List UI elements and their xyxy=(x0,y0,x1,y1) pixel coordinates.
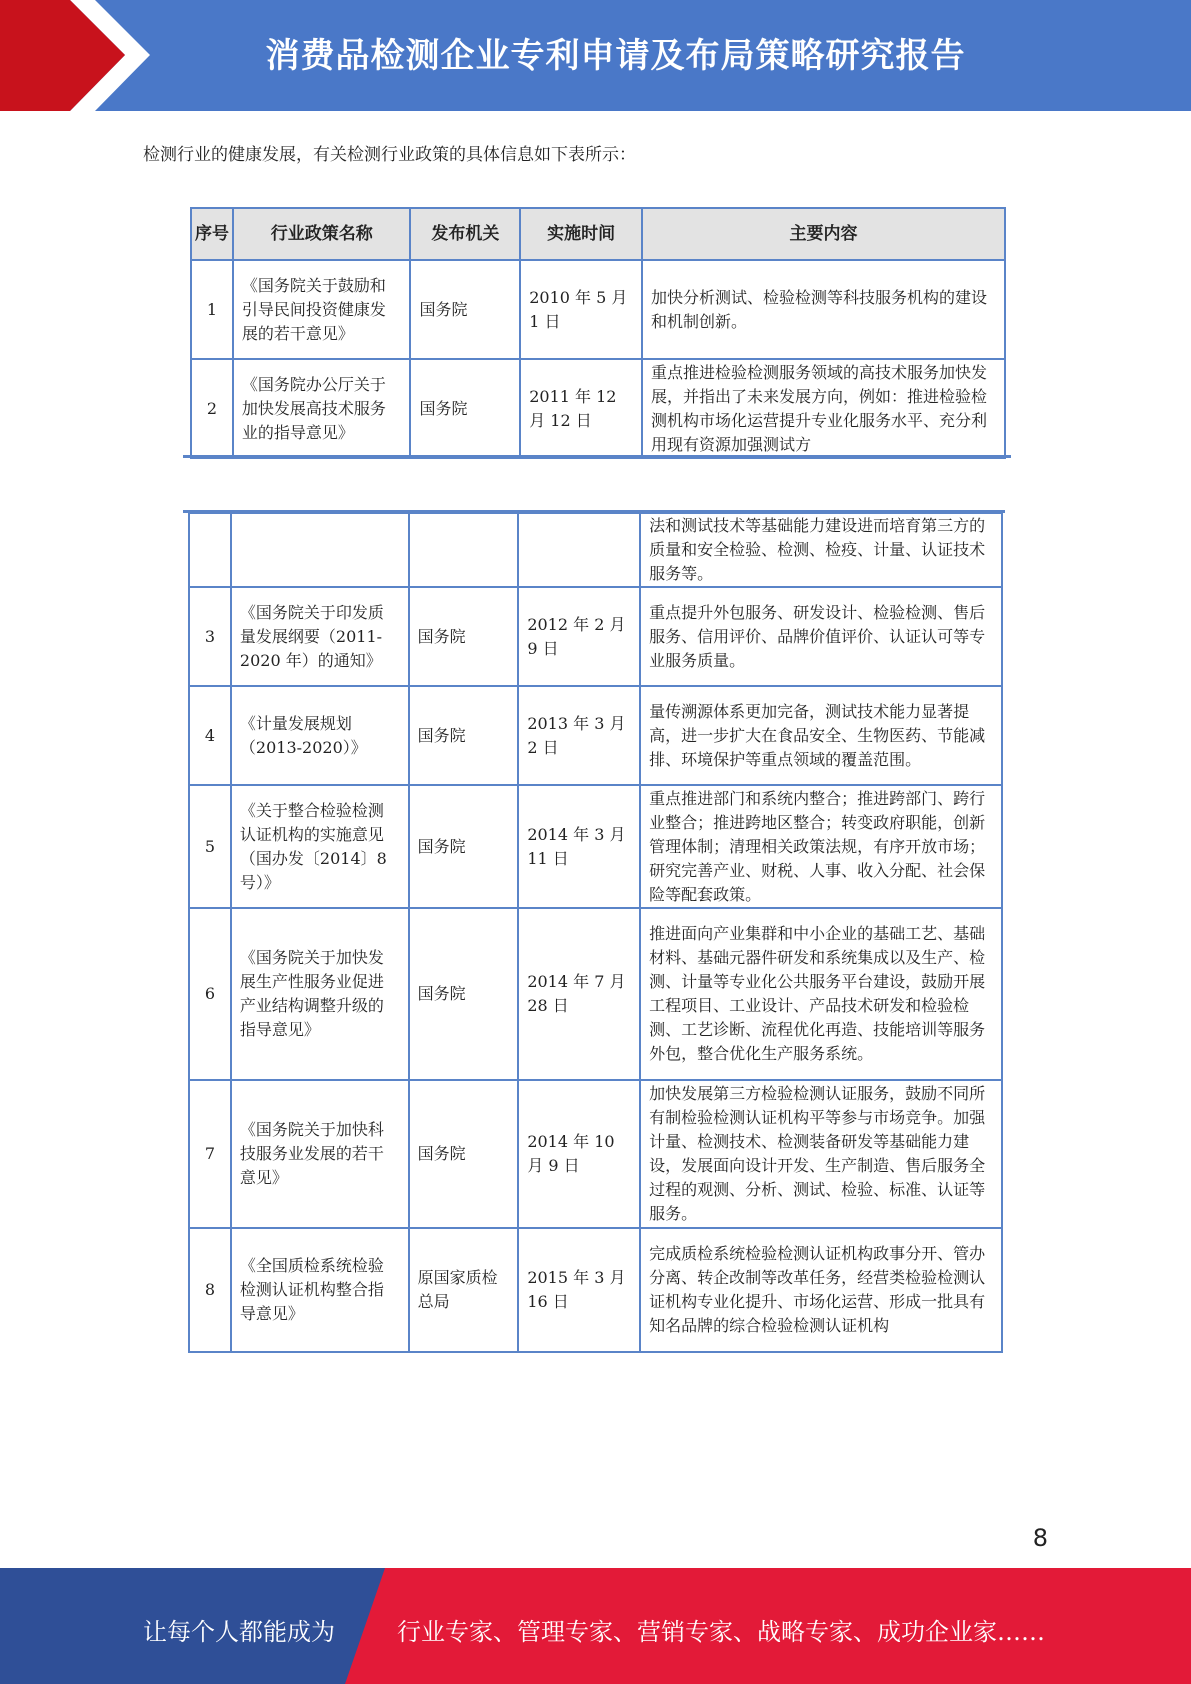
row-seq: 3 xyxy=(189,587,231,686)
table-row xyxy=(189,686,1002,785)
table-row xyxy=(189,587,1002,686)
row-issuer: 原国家质检总局 xyxy=(409,1228,519,1352)
header-content: 主要内容 xyxy=(642,208,1005,260)
intro-paragraph: 检测行业的健康发展，有关检测行业政策的具体信息如下表所示： xyxy=(143,145,636,165)
row-issuer: 国务院 xyxy=(409,1080,519,1228)
row-content: 量传溯源体系更加完备，测试技术能力显著提高，进一步扩大在食品安全、生物医药、节能减排、环境保护等重点领域的覆盖范围。 xyxy=(640,686,1002,785)
row-seq: 8 xyxy=(189,1228,231,1352)
page-footer xyxy=(0,1568,1191,1684)
row-content: 重点推进检验检测服务领域的高技术服务加快发展，并指出了未来发展方向，例如：推进检验检测机构市场化运营提升专业化服务水平、充分利用现有资源加强测试方 xyxy=(642,359,1005,458)
row-seq: 5 xyxy=(189,785,231,908)
row-issuer: 国务院 xyxy=(409,587,519,686)
page-header xyxy=(0,0,1191,111)
row-policy-name: 《国务院办公厅关于加快发展高技术服务业的指导意见》 xyxy=(233,359,411,458)
row-content: 推进面向产业集群和中小企业的基础工艺、基础材料、基础元器件研发和系统集成以及生产、检测、计量等专业化公共服务平台建设，鼓励开展工程项目、工业设计、产品技术研发和检验检测、工艺诊断、流程优化再造、技能培训等服务外包，整合优化生产服务系统。 xyxy=(640,908,1002,1080)
row-date: 2014 年 7 月 28 日 xyxy=(518,908,640,1080)
row-policy-name: 《国务院关于加快科技服务业发展的若干意见》 xyxy=(231,1080,409,1228)
table-row xyxy=(191,359,1005,458)
page-number: 8 xyxy=(1032,1524,1048,1552)
policy-table-part1 xyxy=(190,207,1006,459)
report-title: 消费品检测企业专利申请及布局策略研究报告 xyxy=(265,36,966,76)
row-policy-name: 《国务院关于印发质量发展纲要（2011-2020 年）的通知》 xyxy=(231,587,409,686)
row-issuer: 国务院 xyxy=(410,359,520,458)
row-seq: 1 xyxy=(191,260,233,359)
row-date: 2010 年 5 月 1 日 xyxy=(520,260,642,359)
row-content: 重点推进部门和系统内整合；推进跨部门、跨行业整合；推进跨地区整合；转变政府职能，创新管理体制；清理相关政策法规，有序开放市场；研究完善产业、财税、人事、收入分配、社会保险等配套政策。 xyxy=(640,785,1002,908)
row-content: 完成质检系统检验检测认证机构政事分开、管办分离、转企改制等改革任务，经营类检验检测认证机构专业化提升、市场化运营、形成一批具有知名品牌的综合检验检测认证机构 xyxy=(640,1228,1002,1352)
row-date: 2012 年 2 月 9 日 xyxy=(518,587,640,686)
header-seq: 序号 xyxy=(191,208,233,260)
row-policy-name: 《全国质检系统检验检测认证机构整合指导意见》 xyxy=(231,1228,409,1352)
table-row xyxy=(189,1228,1002,1352)
row-policy-name: 《计量发展规划（2013-2020）》 xyxy=(231,686,409,785)
row-policy-name: 《关于整合检验检测认证机构的实施意见（国办发〔2014〕8 号）》 xyxy=(231,785,409,908)
table-row xyxy=(189,785,1002,908)
row-content-continuation: 法和测试技术等基础能力建设进而培育第三方的质量和安全检验、检测、检疫、计量、认证技术服务等。 xyxy=(640,513,1002,587)
table-row xyxy=(189,908,1002,1080)
row-date: 2014 年 3 月 11 日 xyxy=(518,785,640,908)
footer-slogan-right: 行业专家、管理专家、营销专家、战略专家、成功企业家…… xyxy=(397,1618,1045,1646)
table-bottom-rule xyxy=(183,455,1011,458)
policy-table-part2 xyxy=(188,512,1003,1353)
row-content: 重点提升外包服务、研发设计、检验检测、售后服务、信用评价、品牌价值评价、认证认可等专业服务质量。 xyxy=(640,587,1002,686)
header-issuer: 发布机关 xyxy=(410,208,520,260)
header-policy-name: 行业政策名称 xyxy=(233,208,411,260)
table-row xyxy=(191,260,1005,359)
table-row xyxy=(189,1080,1002,1228)
footer-blue-wedge xyxy=(345,1568,385,1684)
row-date: 2015 年 3 月 16 日 xyxy=(518,1228,640,1352)
table-row-continuation xyxy=(189,513,1002,587)
row-date: 2011 年 12 月 12 日 xyxy=(520,359,642,458)
header-date: 实施时间 xyxy=(520,208,642,260)
row-content: 加快分析测试、检验检测等科技服务机构的建设和机制创新。 xyxy=(642,260,1005,359)
row-seq: 2 xyxy=(191,359,233,458)
row-policy-name: 《国务院关于加快发展生产性服务业促进产业结构调整升级的指导意见》 xyxy=(231,908,409,1080)
row-issuer: 国务院 xyxy=(409,785,519,908)
row-content: 加快发展第三方检验检测认证服务，鼓励不同所有制检验检测认证机构平等参与市场竞争。加强计量、检测技术、检测装备研发等基础能力建设，发展面向设计开发、生产制造、售后服务全过程的观测、分析、测试、检验、标准、认证等服务。 xyxy=(640,1080,1002,1228)
row-seq: 4 xyxy=(189,686,231,785)
row-issuer: 国务院 xyxy=(409,908,519,1080)
row-issuer: 国务院 xyxy=(409,686,519,785)
row-policy-name: 《国务院关于鼓励和引导民间投资健康发展的若干意见》 xyxy=(233,260,411,359)
row-issuer: 国务院 xyxy=(410,260,520,359)
row-seq: 6 xyxy=(189,908,231,1080)
row-seq: 7 xyxy=(189,1080,231,1228)
table-header-row xyxy=(191,208,1005,260)
row-date: 2013 年 3 月 2 日 xyxy=(518,686,640,785)
row-date: 2014 年 10 月 9 日 xyxy=(518,1080,640,1228)
footer-slogan-left: 让每个人都能成为 xyxy=(143,1618,335,1646)
